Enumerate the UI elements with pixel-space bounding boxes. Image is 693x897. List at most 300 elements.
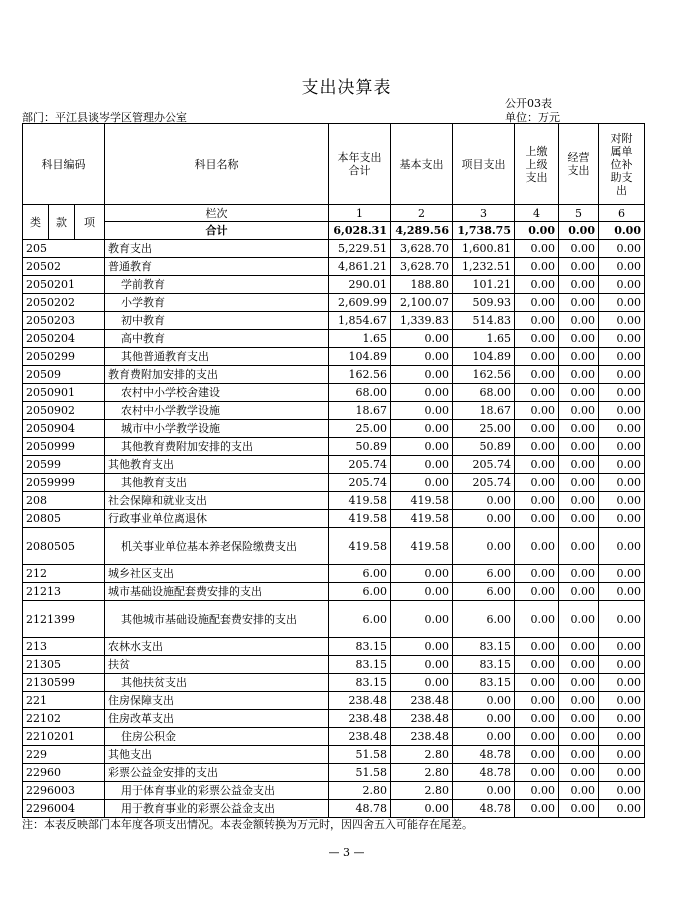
row-value: 0.00: [515, 565, 559, 583]
table-row: [23, 728, 645, 746]
col-index-5: 5: [559, 205, 599, 222]
row-name: 其他教育费附加安排的支出: [105, 438, 329, 456]
row-value: 0.00: [391, 638, 453, 656]
row-value: 0.00: [515, 402, 559, 420]
row-value: 0.00: [391, 800, 453, 818]
row-name: 住房公积金: [105, 728, 329, 746]
row-value: 238.48: [391, 728, 453, 746]
row-value: 2.80: [391, 782, 453, 800]
row-name: 扶贫: [105, 656, 329, 674]
row-code: 21213: [23, 583, 105, 601]
table-row: [23, 438, 645, 456]
table-row: [23, 583, 645, 601]
row-value: 0.00: [391, 474, 453, 492]
row-value: 0.00: [559, 601, 599, 638]
row-name: 社会保障和就业支出: [105, 492, 329, 510]
row-code: 208: [23, 492, 105, 510]
row-value: 1,232.51: [453, 258, 515, 276]
row-value: 0.00: [515, 330, 559, 348]
row-value: 0.00: [453, 510, 515, 528]
row-value: 0.00: [515, 601, 559, 638]
row-value: 238.48: [329, 692, 391, 710]
row-value: 238.48: [391, 710, 453, 728]
table-row: [23, 565, 645, 583]
row-code: 22102: [23, 710, 105, 728]
row-value: 83.15: [329, 638, 391, 656]
row-value: 0.00: [515, 510, 559, 528]
row-value: 0.00: [599, 474, 645, 492]
row-value: 0.00: [599, 746, 645, 764]
row-value: 0.00: [515, 638, 559, 656]
row-value: 50.89: [329, 438, 391, 456]
row-value: 0.00: [515, 348, 559, 366]
row-value: 83.15: [453, 674, 515, 692]
row-value: 0.00: [599, 710, 645, 728]
header-basic: 基本支出: [391, 124, 453, 205]
row-value: 0.00: [599, 510, 645, 528]
row-value: 0.00: [599, 764, 645, 782]
row-name: 城乡社区支出: [105, 565, 329, 583]
row-value: 0.00: [391, 456, 453, 474]
row-name: 初中教育: [105, 312, 329, 330]
row-value: 0.00: [559, 348, 599, 366]
row-code: 2080505: [23, 528, 105, 565]
row-value: 48.78: [329, 800, 391, 818]
row-value: 0.00: [515, 438, 559, 456]
row-value: 50.89: [453, 438, 515, 456]
row-value: 0.00: [391, 330, 453, 348]
row-value: 0.00: [599, 638, 645, 656]
row-name: 其他教育支出: [105, 474, 329, 492]
row-value: 0.00: [559, 528, 599, 565]
row-code: 205: [23, 240, 105, 258]
table-row: [23, 330, 645, 348]
row-name: 用于教育事业的彩票公益金支出: [105, 800, 329, 818]
header-lanci: 栏次: [105, 205, 329, 222]
col-index-4: 4: [515, 205, 559, 222]
row-name: 城市基础设施配套费安排的支出: [105, 583, 329, 601]
table-row: [23, 746, 645, 764]
row-value: 6.00: [329, 565, 391, 583]
table-row: [23, 710, 645, 728]
row-value: 0.00: [599, 312, 645, 330]
row-value: 0.00: [515, 312, 559, 330]
total-row: [23, 222, 645, 240]
table-row: [23, 402, 645, 420]
row-value: 0.00: [515, 240, 559, 258]
table-row: [23, 294, 645, 312]
row-value: 162.56: [329, 366, 391, 384]
row-code: 2050999: [23, 438, 105, 456]
row-value: 205.74: [453, 474, 515, 492]
row-name: 教育支出: [105, 240, 329, 258]
row-name: 其他普通教育支出: [105, 348, 329, 366]
row-value: 0.00: [559, 764, 599, 782]
row-value: 509.93: [453, 294, 515, 312]
row-value: 101.21: [453, 276, 515, 294]
row-code: 2050201: [23, 276, 105, 294]
row-value: 205.74: [453, 456, 515, 474]
table-row: [23, 692, 645, 710]
footnote: 注：本表反映部门本年度各项支出情况。本表金额转换为万元时，因四舍五入可能存在尾差。: [22, 818, 473, 831]
row-value: 0.00: [391, 348, 453, 366]
row-value: 0.00: [453, 492, 515, 510]
row-value: 0.00: [599, 782, 645, 800]
row-name: 其他扶贫支出: [105, 674, 329, 692]
row-value: 0.00: [559, 800, 599, 818]
row-value: 0.00: [559, 492, 599, 510]
row-name: 普通教育: [105, 258, 329, 276]
row-value: 0.00: [599, 420, 645, 438]
row-value: 6.00: [329, 601, 391, 638]
row-value: 0.00: [559, 746, 599, 764]
page-title: 支出决算表: [301, 78, 392, 98]
row-value: 68.00: [329, 384, 391, 402]
row-value: 0.00: [599, 656, 645, 674]
row-value: 0.00: [559, 674, 599, 692]
row-code: 20502: [23, 258, 105, 276]
row-value: 0.00: [515, 764, 559, 782]
header-xiang: 项: [75, 205, 105, 240]
row-value: 0.00: [559, 474, 599, 492]
row-value: 0.00: [559, 402, 599, 420]
row-name: 其他支出: [105, 746, 329, 764]
row-value: 0.00: [559, 456, 599, 474]
row-name: 行政事业单位离退休: [105, 510, 329, 528]
col-index-6: 6: [599, 205, 645, 222]
unit-label: 单位：万元: [505, 111, 560, 124]
row-value: 0.00: [515, 583, 559, 601]
row-value: 0.00: [559, 710, 599, 728]
total-value: 0.00: [559, 222, 599, 240]
row-value: 0.00: [599, 456, 645, 474]
row-value: 0.00: [515, 294, 559, 312]
row-value: 0.00: [599, 294, 645, 312]
table-row: [23, 384, 645, 402]
row-code: 2121399: [23, 601, 105, 638]
row-value: 0.00: [559, 312, 599, 330]
row-value: 0.00: [599, 438, 645, 456]
row-value: 0.00: [515, 456, 559, 474]
row-value: 0.00: [559, 366, 599, 384]
row-name: 学前教育: [105, 276, 329, 294]
row-value: 0.00: [453, 528, 515, 565]
header-lei: 类: [23, 205, 49, 240]
table-row: [23, 800, 645, 818]
row-value: 0.00: [559, 656, 599, 674]
table-row: [23, 492, 645, 510]
form-number: 公开03表: [505, 97, 552, 110]
row-code: 2050902: [23, 402, 105, 420]
header-total: 本年支出合计: [329, 124, 391, 205]
row-code: 2210201: [23, 728, 105, 746]
row-value: 83.15: [453, 656, 515, 674]
row-value: 0.00: [391, 402, 453, 420]
row-code: 2050299: [23, 348, 105, 366]
table-row: [23, 456, 645, 474]
total-value: 0.00: [599, 222, 645, 240]
row-name: 彩票公益金安排的支出: [105, 764, 329, 782]
row-code: 20599: [23, 456, 105, 474]
row-value: 0.00: [391, 656, 453, 674]
total-value: 6,028.31: [329, 222, 391, 240]
row-value: 0.00: [599, 384, 645, 402]
table-row: [23, 601, 645, 638]
row-code: 229: [23, 746, 105, 764]
table-row: [23, 638, 645, 656]
row-value: 3,628.70: [391, 240, 453, 258]
row-value: 104.89: [453, 348, 515, 366]
row-value: 0.00: [391, 366, 453, 384]
row-value: 0.00: [391, 601, 453, 638]
row-value: 2.80: [329, 782, 391, 800]
row-value: 419.58: [391, 492, 453, 510]
row-value: 419.58: [329, 492, 391, 510]
row-code: 212: [23, 565, 105, 583]
row-value: 0.00: [453, 728, 515, 746]
page-number: — 3 —: [328, 846, 365, 859]
row-value: 205.74: [329, 474, 391, 492]
row-value: 0.00: [559, 276, 599, 294]
row-value: 0.00: [515, 674, 559, 692]
row-value: 0.00: [599, 348, 645, 366]
row-value: 1,854.67: [329, 312, 391, 330]
col-index-3: 3: [453, 205, 515, 222]
table-row: [23, 510, 645, 528]
row-value: 0.00: [599, 583, 645, 601]
row-value: 419.58: [329, 510, 391, 528]
row-value: 0.00: [391, 583, 453, 601]
row-value: 238.48: [391, 692, 453, 710]
row-value: 0.00: [515, 474, 559, 492]
row-code: 22960: [23, 764, 105, 782]
row-value: 0.00: [559, 565, 599, 583]
row-value: 25.00: [453, 420, 515, 438]
row-value: 0.00: [515, 366, 559, 384]
row-name: 小学教育: [105, 294, 329, 312]
row-value: 0.00: [515, 492, 559, 510]
row-code: 20805: [23, 510, 105, 528]
row-value: 0.00: [391, 384, 453, 402]
row-code: 2050202: [23, 294, 105, 312]
row-code: 2050904: [23, 420, 105, 438]
row-code: 2059999: [23, 474, 105, 492]
row-name: 教育费附加安排的支出: [105, 366, 329, 384]
row-code: 2296003: [23, 782, 105, 800]
row-value: 0.00: [559, 420, 599, 438]
row-value: 0.00: [599, 728, 645, 746]
row-value: 6.00: [453, 583, 515, 601]
row-value: 18.67: [329, 402, 391, 420]
row-value: 0.00: [559, 692, 599, 710]
row-value: 3,628.70: [391, 258, 453, 276]
table-row: [23, 528, 645, 565]
header-project: 项目支出: [453, 124, 515, 205]
row-value: 0.00: [515, 528, 559, 565]
row-value: 68.00: [453, 384, 515, 402]
row-value: 0.00: [391, 674, 453, 692]
row-value: 2,609.99: [329, 294, 391, 312]
row-value: 162.56: [453, 366, 515, 384]
row-value: 83.15: [329, 674, 391, 692]
row-value: 0.00: [599, 692, 645, 710]
row-name: 农村中小学教学设施: [105, 402, 329, 420]
row-value: 0.00: [391, 438, 453, 456]
row-value: 0.00: [599, 366, 645, 384]
row-value: 1.65: [453, 330, 515, 348]
table-row: [23, 674, 645, 692]
row-value: 1,600.81: [453, 240, 515, 258]
row-value: 48.78: [453, 764, 515, 782]
total-value: 4,289.56: [391, 222, 453, 240]
row-value: 0.00: [515, 420, 559, 438]
row-value: 2,100.07: [391, 294, 453, 312]
row-value: 0.00: [599, 330, 645, 348]
row-value: 48.78: [453, 746, 515, 764]
row-name: 城市中小学教学设施: [105, 420, 329, 438]
row-value: 0.00: [599, 276, 645, 294]
row-name: 其他城市基础设施配套费安排的支出: [105, 601, 329, 638]
row-value: 514.83: [453, 312, 515, 330]
row-value: 0.00: [391, 420, 453, 438]
row-name: 高中教育: [105, 330, 329, 348]
table-row: [23, 474, 645, 492]
table-row: [23, 782, 645, 800]
row-code: 2050901: [23, 384, 105, 402]
row-value: 0.00: [559, 782, 599, 800]
header-kuan: 款: [49, 205, 75, 240]
row-value: 25.00: [329, 420, 391, 438]
row-value: 6.00: [453, 601, 515, 638]
header-subsidy: 对附属单位补助支出: [599, 124, 645, 205]
row-value: 205.74: [329, 456, 391, 474]
table-row: [23, 366, 645, 384]
row-value: 51.58: [329, 764, 391, 782]
row-code: 2050203: [23, 312, 105, 330]
row-value: 0.00: [515, 276, 559, 294]
row-code: 213: [23, 638, 105, 656]
row-value: 4,861.21: [329, 258, 391, 276]
row-value: 0.00: [559, 330, 599, 348]
expenditure-table: [22, 123, 645, 818]
row-value: 0.00: [599, 402, 645, 420]
row-code: 2296004: [23, 800, 105, 818]
row-value: 0.00: [599, 492, 645, 510]
row-value: 0.00: [453, 710, 515, 728]
col-index-2: 2: [391, 205, 453, 222]
row-value: 83.15: [453, 638, 515, 656]
row-value: 238.48: [329, 710, 391, 728]
row-value: 0.00: [515, 384, 559, 402]
row-value: 0.00: [515, 800, 559, 818]
row-value: 0.00: [559, 384, 599, 402]
row-value: 104.89: [329, 348, 391, 366]
row-name: 住房改革支出: [105, 710, 329, 728]
row-value: 0.00: [391, 565, 453, 583]
row-name: 用于体育事业的彩票公益金支出: [105, 782, 329, 800]
table-row: [23, 656, 645, 674]
row-code: 2050204: [23, 330, 105, 348]
header-business: 经营支出: [559, 124, 599, 205]
row-value: 0.00: [515, 782, 559, 800]
row-name: 机关事业单位基本养老保险缴费支出: [105, 528, 329, 565]
row-value: 6.00: [453, 565, 515, 583]
row-name: 住房保障支出: [105, 692, 329, 710]
row-value: 0.00: [599, 258, 645, 276]
row-value: 0.00: [559, 258, 599, 276]
row-name: 其他教育支出: [105, 456, 329, 474]
row-value: 419.58: [391, 510, 453, 528]
header-code: 科目编码: [23, 124, 105, 205]
row-value: 1,339.83: [391, 312, 453, 330]
row-value: 0.00: [453, 692, 515, 710]
header-name: 科目名称: [105, 124, 329, 205]
row-value: 0.00: [599, 565, 645, 583]
row-value: 290.01: [329, 276, 391, 294]
header-upper: 上缴上级支出: [515, 124, 559, 205]
row-value: 0.00: [599, 674, 645, 692]
total-label: 合计: [105, 222, 329, 240]
table-row: [23, 258, 645, 276]
row-value: 0.00: [599, 240, 645, 258]
row-code: 21305: [23, 656, 105, 674]
row-value: 0.00: [515, 692, 559, 710]
row-value: 0.00: [599, 601, 645, 638]
row-value: 188.80: [391, 276, 453, 294]
row-value: 0.00: [559, 728, 599, 746]
row-name: 农村中小学校舍建设: [105, 384, 329, 402]
row-code: 2130599: [23, 674, 105, 692]
row-value: 419.58: [391, 528, 453, 565]
table-row: [23, 348, 645, 366]
row-value: 0.00: [559, 438, 599, 456]
row-value: 0.00: [599, 800, 645, 818]
row-value: 0.00: [559, 240, 599, 258]
table-body: [23, 240, 645, 818]
row-value: 0.00: [559, 583, 599, 601]
row-value: 0.00: [559, 638, 599, 656]
table-row: [23, 312, 645, 330]
col-index-1: 1: [329, 205, 391, 222]
row-value: 419.58: [329, 528, 391, 565]
row-value: 18.67: [453, 402, 515, 420]
row-value: 0.00: [599, 528, 645, 565]
row-value: 48.78: [453, 800, 515, 818]
table-row: [23, 240, 645, 258]
row-value: 0.00: [515, 746, 559, 764]
row-value: 0.00: [559, 510, 599, 528]
total-value: 1,738.75: [453, 222, 515, 240]
department-label: 部门：平江县谈岑学区管理办公室: [22, 111, 187, 124]
row-value: 5,229.51: [329, 240, 391, 258]
row-value: 2.80: [391, 764, 453, 782]
row-value: 238.48: [329, 728, 391, 746]
row-value: 0.00: [559, 294, 599, 312]
row-code: 221: [23, 692, 105, 710]
row-value: 0.00: [515, 710, 559, 728]
row-code: 20509: [23, 366, 105, 384]
row-value: 0.00: [515, 656, 559, 674]
row-name: 农林水支出: [105, 638, 329, 656]
row-value: 0.00: [515, 258, 559, 276]
table-row: [23, 276, 645, 294]
total-value: 0.00: [515, 222, 559, 240]
row-value: 0.00: [453, 782, 515, 800]
row-value: 2.80: [391, 746, 453, 764]
table-row: [23, 420, 645, 438]
row-value: 51.58: [329, 746, 391, 764]
row-value: 83.15: [329, 656, 391, 674]
